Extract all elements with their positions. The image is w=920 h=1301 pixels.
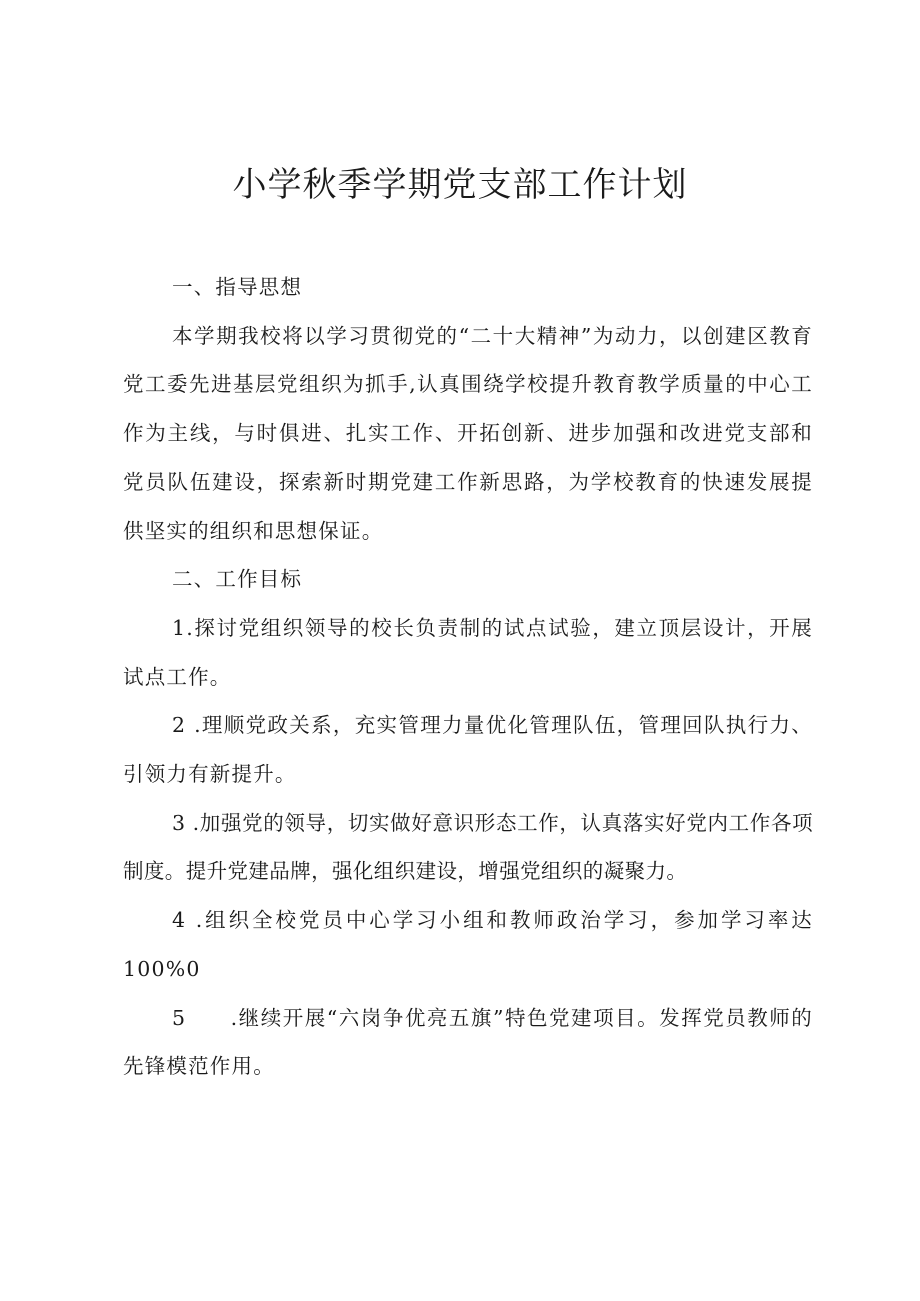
section-heading-work-goals: 二、工作目标 — [172, 567, 303, 592]
document-body — [123, 263, 813, 1091]
paragraph-guiding-ideology: 本学期我校将以学习贯彻党的“二十大精神”为动力，以创建区教育党工委先进基层党组织为抓手,认真围绕学校提升教育教学质量的中心工作为主线，与时俱进、扎实工作、开拓创新、进步加强和改进党支部和党员队伍建设，探索新时期党建工作新思路，为学校教育的快速发展提供坚实的组织和思想保证。 — [123, 323, 813, 543]
goal-item-4: 4 .组织全校党员中心学习小组和教师政治学习，参加学习率达100%0 — [123, 908, 813, 981]
goal-item-1: 1.探讨党组织领导的校长负责制的试点试验，建立顶层设计，开展试点工作。 — [123, 615, 813, 689]
goal-item-5: 5 .继续开展“六岗争优亮五旗”特色党建项目。发挥党员教师的先锋模范作用。 — [123, 1005, 813, 1079]
goal-item-3: 3 .加强党的领导，切实做好意识形态工作，认真落实好党内工作各项制度。提升党建品牌，强化组织建设，增强党组织的凝聚力。 — [123, 810, 813, 884]
goal-item-2: 2 .理顺党政关系，充实管理力量优化管理队伍，管理回队执行力、引领力有新提升。 — [123, 713, 813, 787]
section-heading-guiding-ideology: 一、指导思想 — [172, 275, 303, 299]
document-title: 小学秋季学期党支部工作计划 — [232, 165, 688, 205]
